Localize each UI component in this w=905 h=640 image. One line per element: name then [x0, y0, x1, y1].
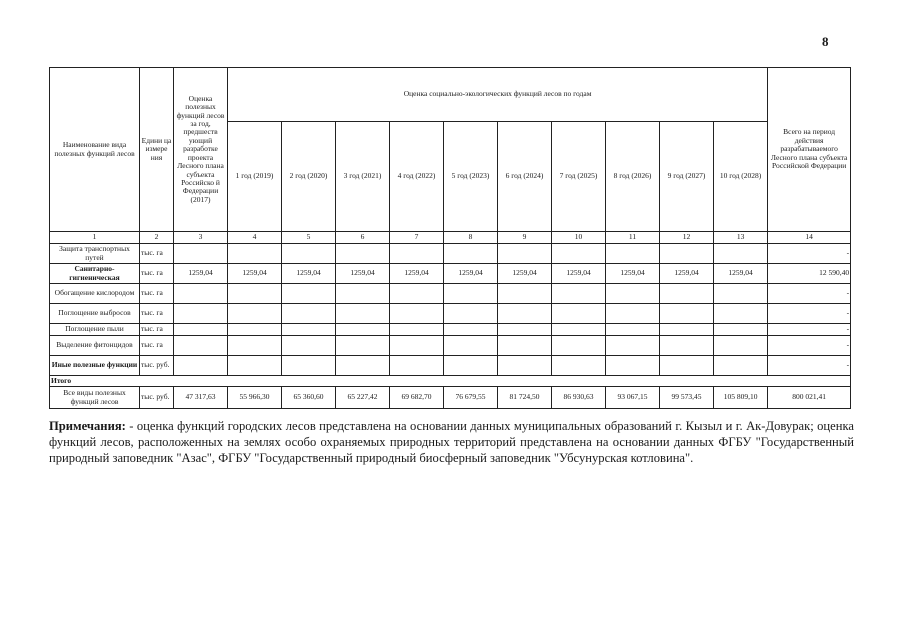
table-row [50, 324, 851, 336]
column-number: 6 [336, 232, 390, 244]
row-year-value [336, 356, 390, 376]
header-year: 2 год (2020) [282, 122, 336, 232]
forest-functions-table [49, 67, 851, 409]
column-number: 7 [390, 232, 444, 244]
header-year: 5 год (2023) [444, 122, 498, 232]
row-year-value [444, 356, 498, 376]
row-year-value [552, 324, 606, 336]
row-name: Защита транспортных путей [50, 244, 140, 264]
row-year-value [660, 356, 714, 376]
header-year: 6 год (2024) [498, 122, 552, 232]
row-year-value: 1259,04 [714, 264, 768, 284]
header-year: 3 год (2021) [336, 122, 390, 232]
row-name: Обогащение кислородом [50, 284, 140, 304]
row-unit: тыс. га [140, 304, 174, 324]
column-number: 13 [714, 232, 768, 244]
row-year-value [660, 336, 714, 356]
row-year-value [606, 336, 660, 356]
row-base-value [174, 284, 228, 304]
row-year-value [498, 244, 552, 264]
total-row-unit: тыс. руб. [140, 387, 174, 409]
column-number: 12 [660, 232, 714, 244]
header-group: Оценка социально-экологических функций лесов по годам [228, 68, 768, 122]
total-row-name: Все виды полезных функций лесов [50, 387, 140, 409]
table-row [50, 304, 851, 324]
row-name: Поглощение выбросов [50, 304, 140, 324]
row-year-value [228, 244, 282, 264]
row-year-value [714, 244, 768, 264]
row-year-value [228, 336, 282, 356]
row-year-value [552, 336, 606, 356]
row-year-value [714, 356, 768, 376]
row-total-value: - [768, 304, 851, 324]
total-row-base: 47 317,63 [174, 387, 228, 409]
row-unit: тыс. га [140, 324, 174, 336]
row-year-value [336, 284, 390, 304]
row-year-value [390, 336, 444, 356]
row-year-value [714, 336, 768, 356]
row-year-value [336, 336, 390, 356]
row-year-value [498, 304, 552, 324]
row-base-value [174, 304, 228, 324]
row-year-value [444, 244, 498, 264]
total-row-year-value: 105 809,10 [714, 387, 768, 409]
row-year-value [714, 304, 768, 324]
row-year-value [336, 244, 390, 264]
row-base-value [174, 244, 228, 264]
total-row-year-value: 76 679,55 [444, 387, 498, 409]
itogo-label: Итого [50, 376, 851, 387]
row-year-value: 1259,04 [660, 264, 714, 284]
notes-paragraph [49, 418, 854, 466]
row-year-value [228, 284, 282, 304]
row-year-value: 1259,04 [498, 264, 552, 284]
row-year-value [444, 304, 498, 324]
row-base-value [174, 324, 228, 336]
row-year-value [552, 304, 606, 324]
row-year-value [606, 244, 660, 264]
row-year-value [498, 356, 552, 376]
table-row [50, 376, 851, 387]
row-total-value: 12 590,40 [768, 264, 851, 284]
table-row [50, 284, 851, 304]
row-name: Санитарно-гигиеническая [50, 264, 140, 284]
header-year: 1 год (2019) [228, 122, 282, 232]
header-name: Наименование вида полезных функций лесов [50, 68, 140, 232]
row-name: Выделение фитонцидов [50, 336, 140, 356]
row-year-value [498, 336, 552, 356]
total-row-year-value: 99 573,45 [660, 387, 714, 409]
row-year-value [336, 304, 390, 324]
row-unit: тыс. га [140, 264, 174, 284]
row-year-value [282, 336, 336, 356]
table-row [50, 356, 851, 376]
row-year-value: 1259,04 [282, 264, 336, 284]
row-unit: тыс. га [140, 244, 174, 264]
table-row [50, 387, 851, 409]
row-year-value [660, 284, 714, 304]
row-name: Поглощение пыли [50, 324, 140, 336]
table-row [50, 264, 851, 284]
row-year-value [390, 304, 444, 324]
row-total-value: - [768, 324, 851, 336]
column-number: 1 [50, 232, 140, 244]
row-base-value [174, 356, 228, 376]
row-year-value [660, 304, 714, 324]
column-number: 9 [498, 232, 552, 244]
row-year-value [498, 324, 552, 336]
row-total-value: - [768, 356, 851, 376]
row-year-value [228, 356, 282, 376]
table-row [50, 336, 851, 356]
row-year-value [282, 244, 336, 264]
row-year-value [606, 284, 660, 304]
row-unit: тыс. га [140, 336, 174, 356]
total-row-year-value: 81 724,50 [498, 387, 552, 409]
row-year-value [714, 324, 768, 336]
row-base-value [174, 336, 228, 356]
header-year: 8 год (2026) [606, 122, 660, 232]
row-total-value: - [768, 244, 851, 264]
total-row-sum: 800 021,41 [768, 387, 851, 409]
row-year-value [606, 356, 660, 376]
header-year: 7 год (2025) [552, 122, 606, 232]
row-year-value [282, 304, 336, 324]
column-number: 4 [228, 232, 282, 244]
row-year-value [390, 284, 444, 304]
row-year-value: 1259,04 [606, 264, 660, 284]
row-year-value [390, 244, 444, 264]
header-year: 10 год (2028) [714, 122, 768, 232]
column-number: 3 [174, 232, 228, 244]
column-number: 2 [140, 232, 174, 244]
header-year: 9 год (2027) [660, 122, 714, 232]
row-total-value: - [768, 336, 851, 356]
row-year-value [552, 284, 606, 304]
column-number: 8 [444, 232, 498, 244]
row-unit: тыс. руб. [140, 356, 174, 376]
total-row-year-value: 65 227,42 [336, 387, 390, 409]
page-number: 8 [822, 34, 829, 49]
row-year-value [498, 284, 552, 304]
row-year-value [552, 356, 606, 376]
total-row-year-value: 55 966,30 [228, 387, 282, 409]
header-base-year: Оценка полезных функций лесов за год, предшеств ующий разработке проекта Лесного плана субъекта Российско й Федерации (2017) [174, 68, 228, 232]
notes-label: Примечания: [49, 419, 126, 433]
row-year-value: 1259,04 [336, 264, 390, 284]
row-year-value [282, 356, 336, 376]
row-year-value [282, 284, 336, 304]
row-year-value [444, 284, 498, 304]
row-year-value [606, 304, 660, 324]
row-year-value [606, 324, 660, 336]
row-year-value [714, 284, 768, 304]
row-year-value [336, 324, 390, 336]
total-row-year-value: 93 067,15 [606, 387, 660, 409]
row-year-value [390, 324, 444, 336]
row-year-value: 1259,04 [228, 264, 282, 284]
header-year: 4 год (2022) [390, 122, 444, 232]
row-year-value: 1259,04 [444, 264, 498, 284]
row-year-value: 1259,04 [390, 264, 444, 284]
row-unit: тыс. га [140, 284, 174, 304]
row-year-value [444, 324, 498, 336]
row-year-value [660, 324, 714, 336]
row-year-value: 1259,04 [552, 264, 606, 284]
total-row-year-value: 65 360,60 [282, 387, 336, 409]
table-row [50, 244, 851, 264]
column-number: 10 [552, 232, 606, 244]
notes-text: - оценка функций городских лесов представлена на основании данных муниципальных образований г. Кызыл и г. Ак-Довурак; оценка функций лесов, расположенных на землях особо охраняемых природных территорий представлена на основании данных ФГБУ "Государственный природный заповедник "Азас", ФГБУ "Государственный природный биосферный заповедник "Убсунурская котловина". [49, 419, 854, 465]
row-year-value [444, 336, 498, 356]
row-year-value [660, 244, 714, 264]
row-year-value [552, 244, 606, 264]
total-row-year-value: 86 930,63 [552, 387, 606, 409]
row-base-value: 1259,04 [174, 264, 228, 284]
row-name: Иные полезные функции [50, 356, 140, 376]
column-number: 14 [768, 232, 851, 244]
row-total-value: - [768, 284, 851, 304]
row-year-value [228, 324, 282, 336]
header-unit: Едини ца измере ния [140, 68, 174, 232]
row-year-value [282, 324, 336, 336]
row-year-value [228, 304, 282, 324]
column-number: 11 [606, 232, 660, 244]
total-row-year-value: 69 682,70 [390, 387, 444, 409]
row-year-value [390, 356, 444, 376]
header-total: Всего на период действия разрабатываемого Лесного плана субъекта Российской Федерации [768, 68, 851, 232]
column-number: 5 [282, 232, 336, 244]
